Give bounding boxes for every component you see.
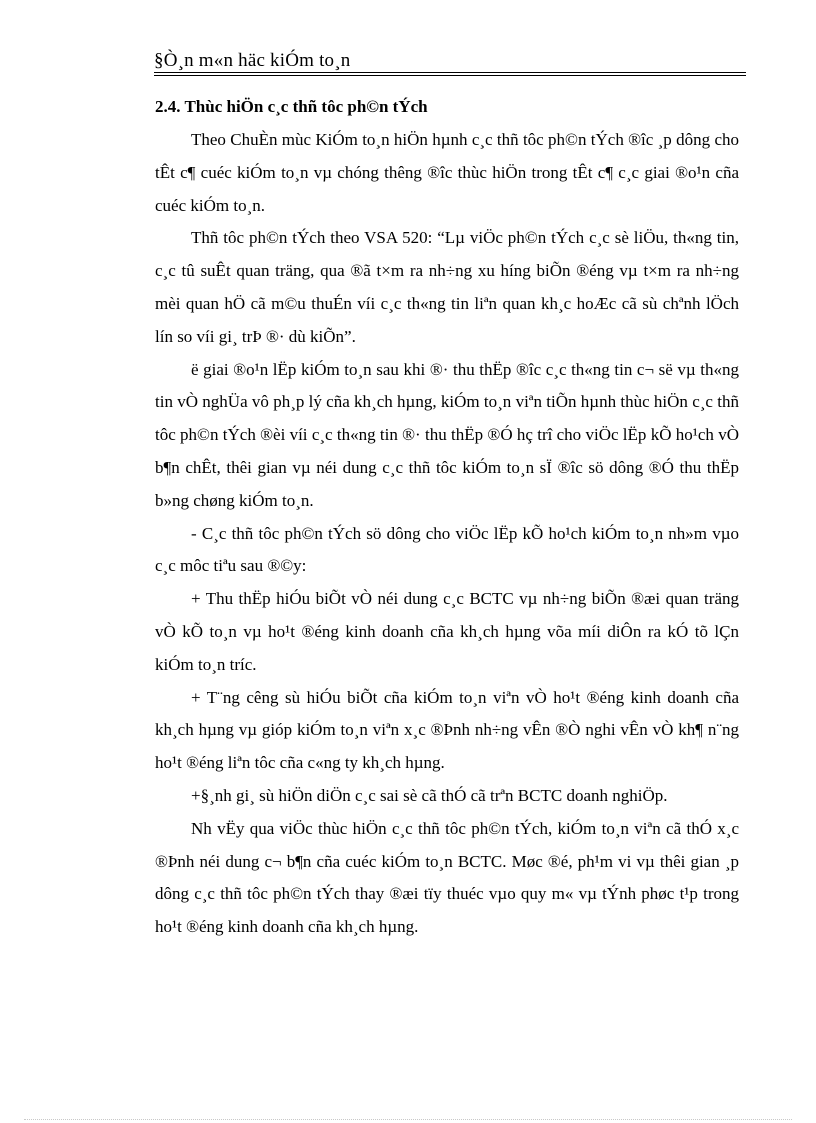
paragraph-objectives-intro: - C¸c thñ tôc ph©n tÝch sö dông cho viÖc lËp kÕ ho¹ch kiÓm to¸n nh»m vµo c¸c môc tiªu sau ®©y: bbox=[155, 523, 739, 576]
header-title: §Ò¸n m«n häc kiÓm to¸n bbox=[154, 50, 351, 71]
paragraph-conclusion: Nh vËy qua viÖc thùc hiÖn c¸c thñ tôc ph©n tÝch, kiÓm to¸n viªn cã thÓ x¸c ®Þnh néi dung c¬ b¶n cña cuéc kiÓm to¸n BCTC. Møc ®é, ph¹m vi vµ thêi gian ¸p dông c¸c thñ tôc ph©n tÝch thay ®æi tïy thuéc vµo quy m« vµ tÝnh phøc t¹p trong ho¹t ®éng kinh doanh cña kh¸ch hµng. bbox=[155, 818, 739, 937]
section-heading: 2.4. Thùc hiÖn c¸c thñ tôc ph©n tÝch bbox=[155, 97, 428, 116]
page-bottom-dotted-rule bbox=[24, 1119, 792, 1120]
paragraph-objective-2: + T¨ng cêng sù hiÓu biÕt cña kiÓm to¸n viªn vÒ ho¹t ®éng kinh doanh cña kh¸ch hµng vµ gióp kiÓm to¸n viªn x¸c ®Þnh nh÷ng vÊn ®Ò nghi vÊn vÒ kh¶ n¨ng ho¹t ®éng liªn tôc cña c«ng ty kh¸ch hµng. bbox=[155, 687, 739, 773]
paragraph-vsa520-definition: Thñ tôc ph©n tÝch theo VSA 520: “Lµ viÖc ph©n tÝch c¸c sè liÖu, th«ng tin, c¸c tû suÊt quan träng, qua ®ã t×m ra nh÷ng xu híng biÕn ®éng vµ t×m ra nh÷ng mèi quan hÖ cã m©u thuÉn víi c¸c th«ng tin liªn quan kh¸c hoÆc cã sù chªnh lÖch lín so víi gi¸ trÞ ®· dù kiÕn”. bbox=[155, 228, 739, 346]
page-header bbox=[154, 50, 746, 76]
paragraph-planning-stage: ë giai ®o¹n lËp kiÓm to¸n sau khi ®· thu thËp ®îc c¸c th«ng tin c¬ së vµ th«ng tin vÒ nghÜa vô ph¸p lý cña kh¸ch hµng, kiÓm to¸n viªn tiÕn hµnh thùc hiÖn c¸c thñ tôc ph©n tÝch ®èi víi c¸c th«ng tin ®· thu thËp ®Ó hç trî cho viÖc lËp kÕ ho¹ch vÒ b¶n chÊt, thêi gian vµ néi dung c¸c thñ tôc kiÓm to¸n sÏ ®îc sö dông ®Ó thu thËp b»ng chøng kiÓm to¸n. bbox=[155, 359, 739, 510]
document-body bbox=[155, 92, 739, 944]
paragraph-standard-overview: Theo ChuÈn mùc KiÓm to¸n hiÖn hµnh c¸c thñ tôc ph©n tÝch ®îc ¸p dông cho tÊt c¶ cuéc kiÓm to¸n vµ chóng thêng ®îc thùc hiÖn trong tÊt c¶ c¸c giai ®o¹n cña cuéc kiÓm to¸n. bbox=[155, 130, 739, 215]
paragraph-objective-3: +§¸nh gi¸ sù hiÖn diÖn c¸c sai sè cã thÓ cã trªn BCTC doanh nghiÖp. bbox=[191, 785, 668, 805]
header-double-rule bbox=[154, 72, 746, 76]
paragraph-objective-1: + Thu thËp hiÓu biÕt vÒ néi dung c¸c BCTC vµ nh÷ng biÕn ®æi quan träng vÒ kÕ to¸n vµ ho¹t ®éng kinh doanh cña kh¸ch hµng võa míi diÔn ra kÓ tõ lÇn kiÓm to¸n tríc. bbox=[155, 589, 739, 674]
